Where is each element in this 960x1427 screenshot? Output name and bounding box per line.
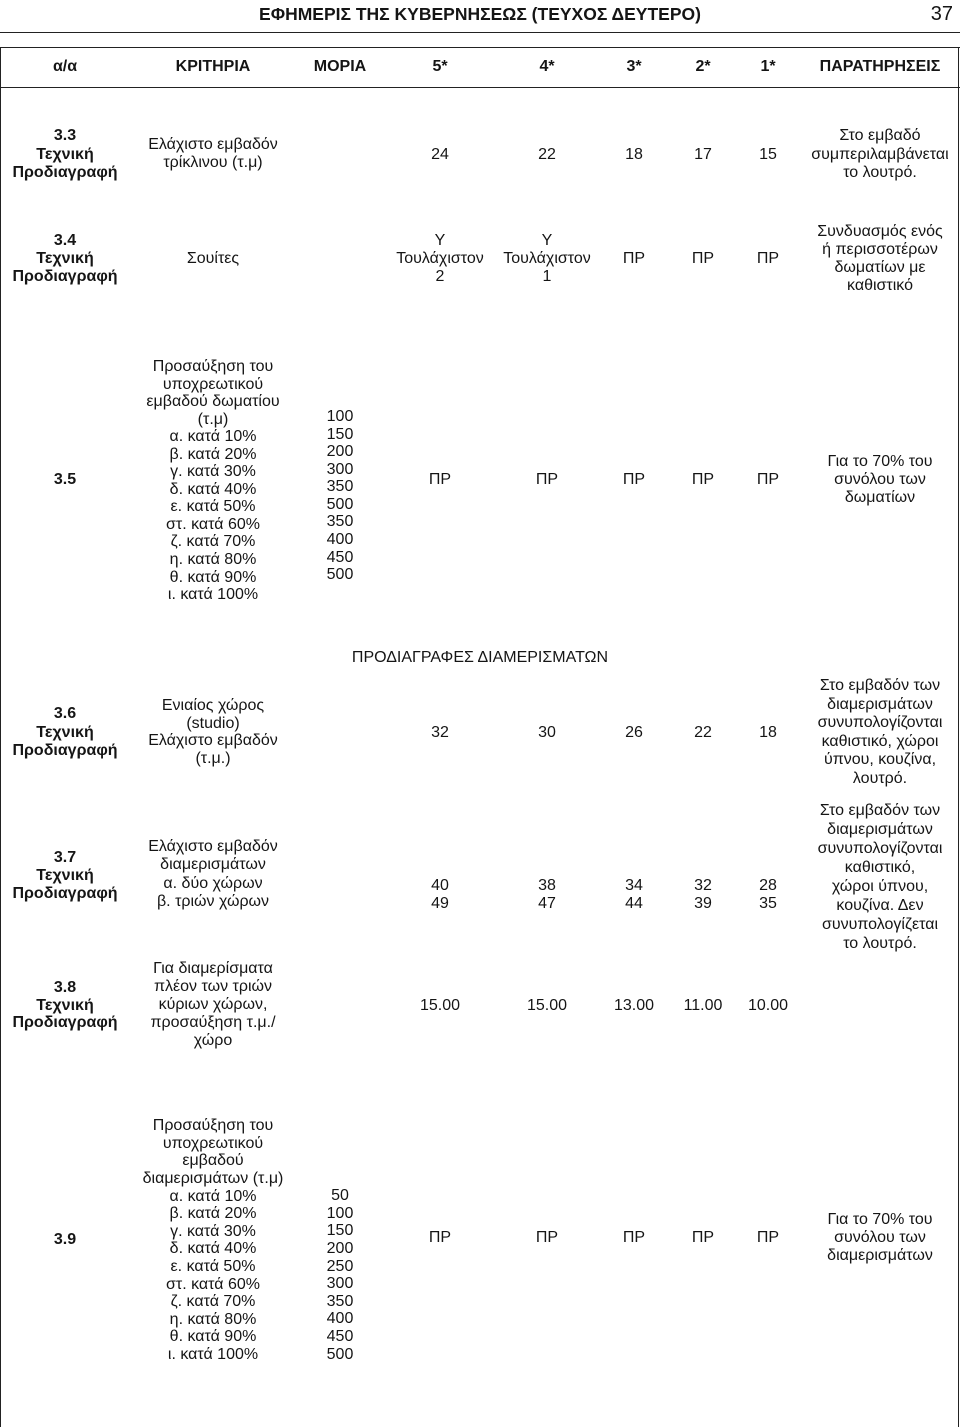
score-4-star: 22 [538, 146, 556, 163]
points-value: 350 [326, 478, 354, 496]
column-header-criteria: ΚΡΙΤΗΡΙΑ [175, 58, 251, 75]
sub-criterion-item: α. δύο χώρων [163, 874, 263, 892]
column-header-1-star: 1* [760, 58, 776, 75]
score-4-star [497, 877, 597, 913]
sub-criterion-item: β. κατά 20% [169, 445, 257, 463]
points-value: 200 [326, 1239, 354, 1257]
score-value: 39 [694, 895, 712, 912]
remarks-cell: Στο εμβαδόν των διαμερισμάτων συνυπολογίζονται καθιστικό, χώροι ύπνου, κουζίνα, λουτρό. [817, 677, 943, 787]
points-value: 450 [326, 548, 354, 566]
sub-criterion-item: ι. κατά 100% [167, 586, 259, 604]
score-1-star: ΠΡ [756, 250, 780, 267]
column-header-3-star: 3* [626, 58, 642, 75]
score-3-star [594, 877, 674, 913]
sub-criterion-item: ε. κατά 50% [170, 498, 256, 516]
criteria-cell: Για διαμερίσματα πλέον των τριών κύριων χώρων, προσαύξηση τ.μ./ χώρο [150, 960, 276, 1049]
score-5-star: 32 [431, 724, 449, 741]
score-4-star: ΠΡ [535, 471, 559, 488]
gazette-title: ΕΦΗΜΕΡΙΣ ΤΗΣ ΚΥΒΕΡΝΗΣΕΩΣ (ΤΕΥΧΟΣ ΔΕΥΤΕΡΟ) [259, 4, 701, 24]
sub-criteria-list [128, 875, 298, 912]
score-3-star: ΠΡ [622, 250, 646, 267]
row-id-cell [0, 471, 130, 489]
remarks-cell: Στο εμβαδόν των διαμερισμάτων συνυπολογίζονται καθιστικό, χώροι ύπνου, κουζίνα. Δεν συνυπολογίζεται το λουτρό. [817, 801, 943, 952]
points-value: 400 [326, 531, 354, 549]
criteria-cell [128, 358, 298, 604]
points-value: 300 [326, 1275, 354, 1293]
score-5-star: 24 [431, 146, 449, 163]
criteria-cell [128, 1117, 298, 1363]
score-5-star: Υ Τουλάχιστον 2 [396, 232, 484, 285]
score-value: 47 [538, 895, 556, 912]
score-1-star: 15 [759, 146, 777, 163]
column-header-5-star: 5* [432, 58, 448, 75]
table-right-border [958, 47, 959, 1427]
criteria-cell: Ενιαίος χώρος (studio) Ελάχιστο εμβαδόν (τ.μ.) [148, 697, 278, 768]
score-1-star: ΠΡ [756, 1229, 780, 1246]
points-list [300, 1187, 380, 1363]
score-2-star: 11.00 [683, 997, 723, 1014]
score-5-star [390, 877, 490, 913]
criteria-heading: Ελάχιστο εμβαδόν διαμερισμάτων [148, 838, 278, 874]
sub-criterion-item: β. τριών χώρων [156, 892, 270, 910]
sub-criterion-item: ζ. κατά 70% [170, 1293, 256, 1311]
sub-criteria-list [128, 1188, 298, 1364]
score-value: 35 [759, 895, 777, 912]
row-number: 3.8 [53, 979, 77, 996]
score-2-star: ΠΡ [691, 1229, 715, 1246]
points-value: 400 [326, 1310, 354, 1328]
table-header-border [0, 87, 960, 88]
sub-criterion-item: δ. κατά 40% [169, 1240, 257, 1258]
sub-criterion-item: γ. κατά 30% [170, 1222, 256, 1240]
points-value: 100 [326, 1204, 354, 1222]
sub-criterion-item: ε. κατά 50% [170, 1257, 256, 1275]
score-2-star: 17 [694, 146, 712, 163]
score-1-star: 10.00 [747, 997, 789, 1014]
sub-criterion-item: θ. κατά 90% [169, 1328, 257, 1346]
criteria-heading: Προσαύξηση του υποχρεωτικού εμβαδού διαμερισμάτων (τ.μ) [142, 1117, 284, 1187]
sub-criterion-item: δ. κατά 40% [169, 480, 257, 498]
row-id-cell [0, 979, 130, 1032]
row-id-cell [0, 705, 130, 761]
sub-criterion-item: στ. κατά 60% [166, 515, 260, 533]
column-header-points: ΜΟΡΙΑ [313, 58, 367, 75]
sub-criteria-list [128, 428, 298, 603]
column-header-aa: α/α [52, 58, 78, 75]
points-value: 350 [326, 513, 354, 531]
points-value: 100 [326, 408, 354, 426]
criteria-cell [128, 838, 298, 911]
points-value: 350 [326, 1292, 354, 1310]
row-number: 3.7 [53, 849, 77, 866]
criteria-cell: Σουίτες [186, 250, 240, 267]
points-value: 500 [326, 566, 354, 584]
page-number: 37 [930, 3, 953, 25]
score-1-star: 18 [759, 724, 777, 741]
points-value: 250 [326, 1257, 354, 1275]
score-3-star: 26 [625, 724, 643, 741]
row-type-label: Τεχνική Προδιαγραφή [12, 867, 118, 902]
sub-criterion-item: στ. κατά 60% [166, 1275, 260, 1293]
score-4-star: 15.00 [526, 997, 568, 1014]
row-number: 3.4 [53, 232, 77, 249]
row-number: 3.9 [53, 1231, 77, 1248]
row-type-label: Τεχνική Προδιαγραφή [12, 250, 118, 285]
score-2-star: ΠΡ [691, 471, 715, 488]
table-top-border [0, 47, 960, 48]
column-header-4-star: 4* [539, 58, 555, 75]
score-1-star [728, 877, 808, 913]
score-value: 28 [759, 877, 777, 894]
sub-criterion-item: θ. κατά 90% [169, 568, 257, 586]
header-rule [0, 32, 960, 33]
sub-criterion-item: η. κατά 80% [169, 1310, 257, 1328]
points-list [300, 408, 380, 583]
points-value: 150 [326, 425, 354, 443]
score-1-star: ΠΡ [756, 471, 780, 488]
score-value: 40 [431, 877, 449, 894]
score-5-star: ΠΡ [428, 1229, 452, 1246]
score-4-star: Υ Τουλάχιστον 1 [503, 232, 591, 285]
score-value: 44 [625, 895, 643, 912]
row-number: 3.5 [53, 471, 77, 488]
score-value: 38 [538, 877, 556, 894]
column-header-2-star: 2* [695, 58, 711, 75]
sub-criterion-item: α. κατά 10% [169, 428, 257, 446]
points-value: 500 [326, 1345, 354, 1363]
remarks-cell: Για το 70% του συνόλου των δωματίων [827, 453, 933, 506]
score-3-star: 13.00 [613, 997, 655, 1014]
row-id-cell [0, 1231, 130, 1249]
criteria-heading: Προσαύξηση του υποχρεωτικού εμβαδού δωματίου (τ.μ) [146, 358, 280, 428]
points-value: 500 [326, 495, 354, 513]
section-title: ΠΡΟΔΙΑΓΡΑΦΕΣ ΔΙΑΜΕΡΙΣΜΑΤΩΝ [351, 649, 609, 666]
score-2-star: ΠΡ [691, 250, 715, 267]
score-value: 34 [625, 877, 643, 894]
row-type-label: Τεχνική Προδιαγραφή [12, 145, 118, 181]
sub-criterion-item: ζ. κατά 70% [170, 533, 256, 551]
sub-criterion-item: γ. κατά 30% [170, 463, 256, 481]
row-type-label: Τεχνική Προδιαγραφή [12, 996, 118, 1031]
score-value: 32 [694, 877, 712, 894]
sub-criterion-item: η. κατά 80% [169, 551, 257, 569]
points-value: 300 [326, 460, 354, 478]
row-number: 3.3 [53, 127, 77, 144]
score-3-star: ΠΡ [622, 471, 646, 488]
points-value: 50 [331, 1187, 349, 1205]
remarks-cell: Στο εμβαδό συμπεριλαμβάνεται το λουτρό. [811, 127, 949, 181]
score-3-star: 18 [625, 146, 643, 163]
remarks-cell: Συνδυασμός ενός ή περισσοτέρων δωματίων με καθιστικό [817, 223, 943, 294]
row-type-label: Τεχνική Προδιαγραφή [12, 723, 118, 759]
sub-criterion-item: α. κατά 10% [169, 1187, 257, 1205]
points-value: 450 [326, 1327, 354, 1345]
score-3-star: ΠΡ [622, 1229, 646, 1246]
column-header-remarks: ΠΑΡΑΤΗΡΗΣΕΙΣ [819, 58, 941, 75]
score-5-star: 15.00 [419, 997, 461, 1014]
criteria-cell: Ελάχιστο εμβαδόν τρίκλινου (τ.μ) [148, 136, 278, 171]
remarks-cell: Για το 70% του συνόλου των διαμερισμάτων [827, 1211, 933, 1264]
score-4-star: ΠΡ [535, 1229, 559, 1246]
score-2-star: 22 [694, 724, 712, 741]
row-id-cell [0, 127, 130, 183]
points-value: 200 [326, 443, 354, 461]
score-4-star: 30 [538, 724, 556, 741]
row-id-cell [0, 232, 130, 286]
sub-criterion-item: ι. κατά 100% [167, 1345, 259, 1363]
score-value: 49 [431, 895, 449, 912]
sub-criterion-item: β. κατά 20% [169, 1205, 257, 1223]
row-number: 3.6 [53, 705, 77, 722]
row-id-cell [0, 849, 130, 903]
points-value: 150 [326, 1222, 354, 1240]
score-5-star: ΠΡ [428, 471, 452, 488]
